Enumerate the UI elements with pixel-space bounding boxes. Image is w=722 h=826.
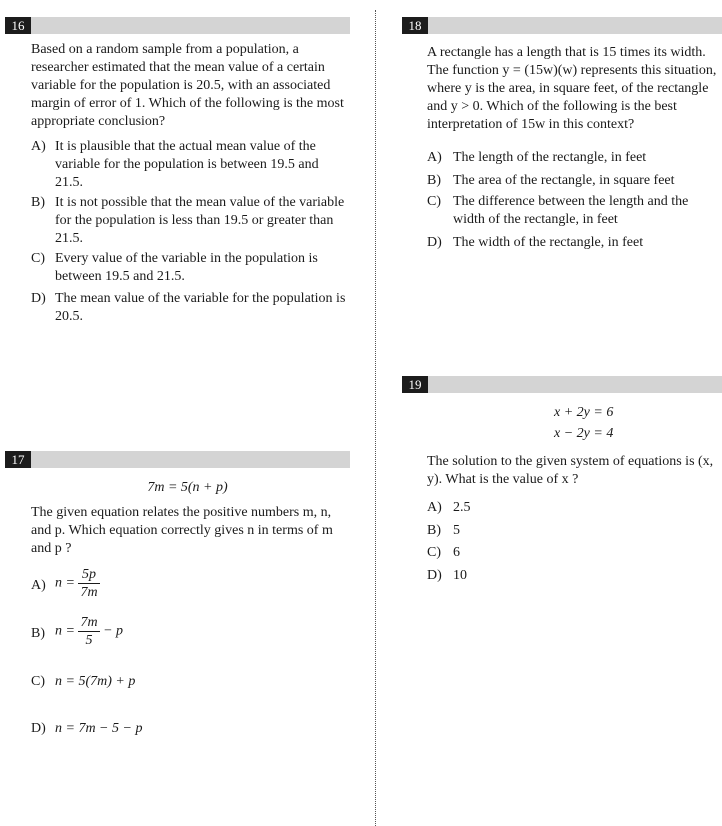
choice-text: n = 7m − 5 − p — [55, 721, 143, 736]
question-16-choice-c[interactable] — [31, 250, 349, 286]
question-16-number: 16 — [5, 17, 31, 34]
fraction-denominator: 5 — [85, 633, 93, 648]
choice-letter: C) — [427, 194, 441, 209]
choice-text: The width of the rectangle, in feet — [453, 235, 644, 250]
choice-letter: B) — [427, 523, 441, 538]
choice-letter: A) — [31, 139, 46, 154]
choice-letter: D) — [427, 568, 442, 583]
question-18-choice-d[interactable] — [427, 234, 717, 252]
choice-text: The length of the rectangle, in feet — [453, 150, 647, 165]
choice-text: The area of the rectangle, in square feet — [453, 173, 675, 188]
choice-text: 2.5 — [453, 500, 471, 515]
choice-letter: D) — [31, 721, 46, 736]
choice-text: n = 5(7m) + p — [55, 674, 136, 689]
choice-letter: A) — [427, 150, 442, 165]
question-18-choice-b[interactable] — [427, 172, 717, 190]
question-17-choice-d[interactable] — [31, 720, 349, 738]
question-17-choice-a[interactable] — [31, 566, 349, 606]
choice-letter: C) — [31, 251, 45, 266]
question-19-choice-c[interactable] — [427, 544, 547, 562]
question-19-header — [402, 376, 722, 393]
choice-letter: D) — [427, 235, 442, 250]
system-equation-1: x + 2y = 6 — [554, 405, 614, 420]
question-19-choice-a[interactable] — [427, 499, 547, 517]
fraction — [78, 566, 99, 601]
question-16-choice-b[interactable] — [31, 194, 349, 248]
question-19-stem: The solution to the given system of equations is (x, y). What is the value of x ? — [427, 454, 714, 487]
choice-letter: C) — [427, 545, 441, 560]
choice-text: Every value of the variable in the population is between 19.5 and 21.5. — [55, 251, 318, 284]
choice-lhs: n = — [55, 623, 75, 639]
choice-letter: A) — [31, 578, 46, 593]
question-19-choice-d[interactable] — [427, 567, 547, 585]
choice-letter: D) — [31, 291, 46, 306]
question-19-number: 19 — [402, 376, 428, 393]
fraction — [78, 614, 99, 649]
choice-text: The mean value of the variable for the population is 20.5. — [55, 291, 346, 324]
choice-lhs: n = — [55, 575, 75, 591]
choice-letter: A) — [427, 500, 442, 515]
choice-letter: B) — [427, 173, 441, 188]
question-18-choice-c[interactable] — [427, 193, 717, 229]
column-divider — [375, 10, 376, 826]
fraction-numerator: 7m — [80, 615, 98, 630]
question-16-choice-a[interactable] — [31, 138, 349, 192]
question-16-stem: Based on a random sample from a population, a researcher estimated that the mean value of a certain variable for the population is 20.5, with an associated margin of error of 1. Which of the following is the most appropriate conclusion? — [31, 42, 344, 129]
choice-text: It is not possible that the mean value of the variable for the population is less than 19.5 or greater than 21.5. — [55, 195, 345, 246]
question-17-choice-c[interactable] — [31, 673, 349, 691]
question-17-number: 17 — [5, 451, 31, 468]
question-18-choice-a[interactable] — [427, 149, 717, 167]
question-17-header — [5, 451, 350, 468]
choice-tail: − p — [103, 623, 124, 639]
fraction-numerator: 5p — [78, 566, 99, 584]
question-16-choice-d[interactable] — [31, 290, 349, 326]
choice-letter: B) — [31, 626, 45, 641]
choice-letter: C) — [31, 674, 45, 689]
question-18-header — [402, 17, 722, 34]
question-17-choice-b[interactable] — [31, 614, 349, 654]
question-17-stem: The given equation relates the positive numbers m, n, and p. Which equation correctly gives n in terms of m and p ? — [31, 505, 333, 556]
question-17-equation: 7m = 5(n + p) — [147, 480, 228, 495]
choice-text: 6 — [453, 545, 460, 560]
choice-text: 10 — [453, 568, 467, 583]
question-19-choice-b[interactable] — [427, 522, 547, 540]
choice-text: 5 — [453, 523, 460, 538]
choice-text: It is plausible that the actual mean value of the variable for the population is between 19.5 and 21.5. — [55, 139, 319, 190]
question-18-stem: A rectangle has a length that is 15 times its width. The function y = (15w)(w) represents this situation, where y is the area, in square feet, of the rectangle and y > 0. Which of the following is the best interpretation of 15w in this context? — [427, 45, 717, 132]
system-equation-2: x − 2y = 4 — [554, 426, 614, 441]
fraction-denominator: 7m — [80, 585, 98, 600]
question-18-number: 18 — [402, 17, 428, 34]
question-16-header — [5, 17, 350, 34]
choice-letter: B) — [31, 195, 45, 210]
choice-text: The difference between the length and the width of the rectangle, in feet — [453, 194, 689, 227]
